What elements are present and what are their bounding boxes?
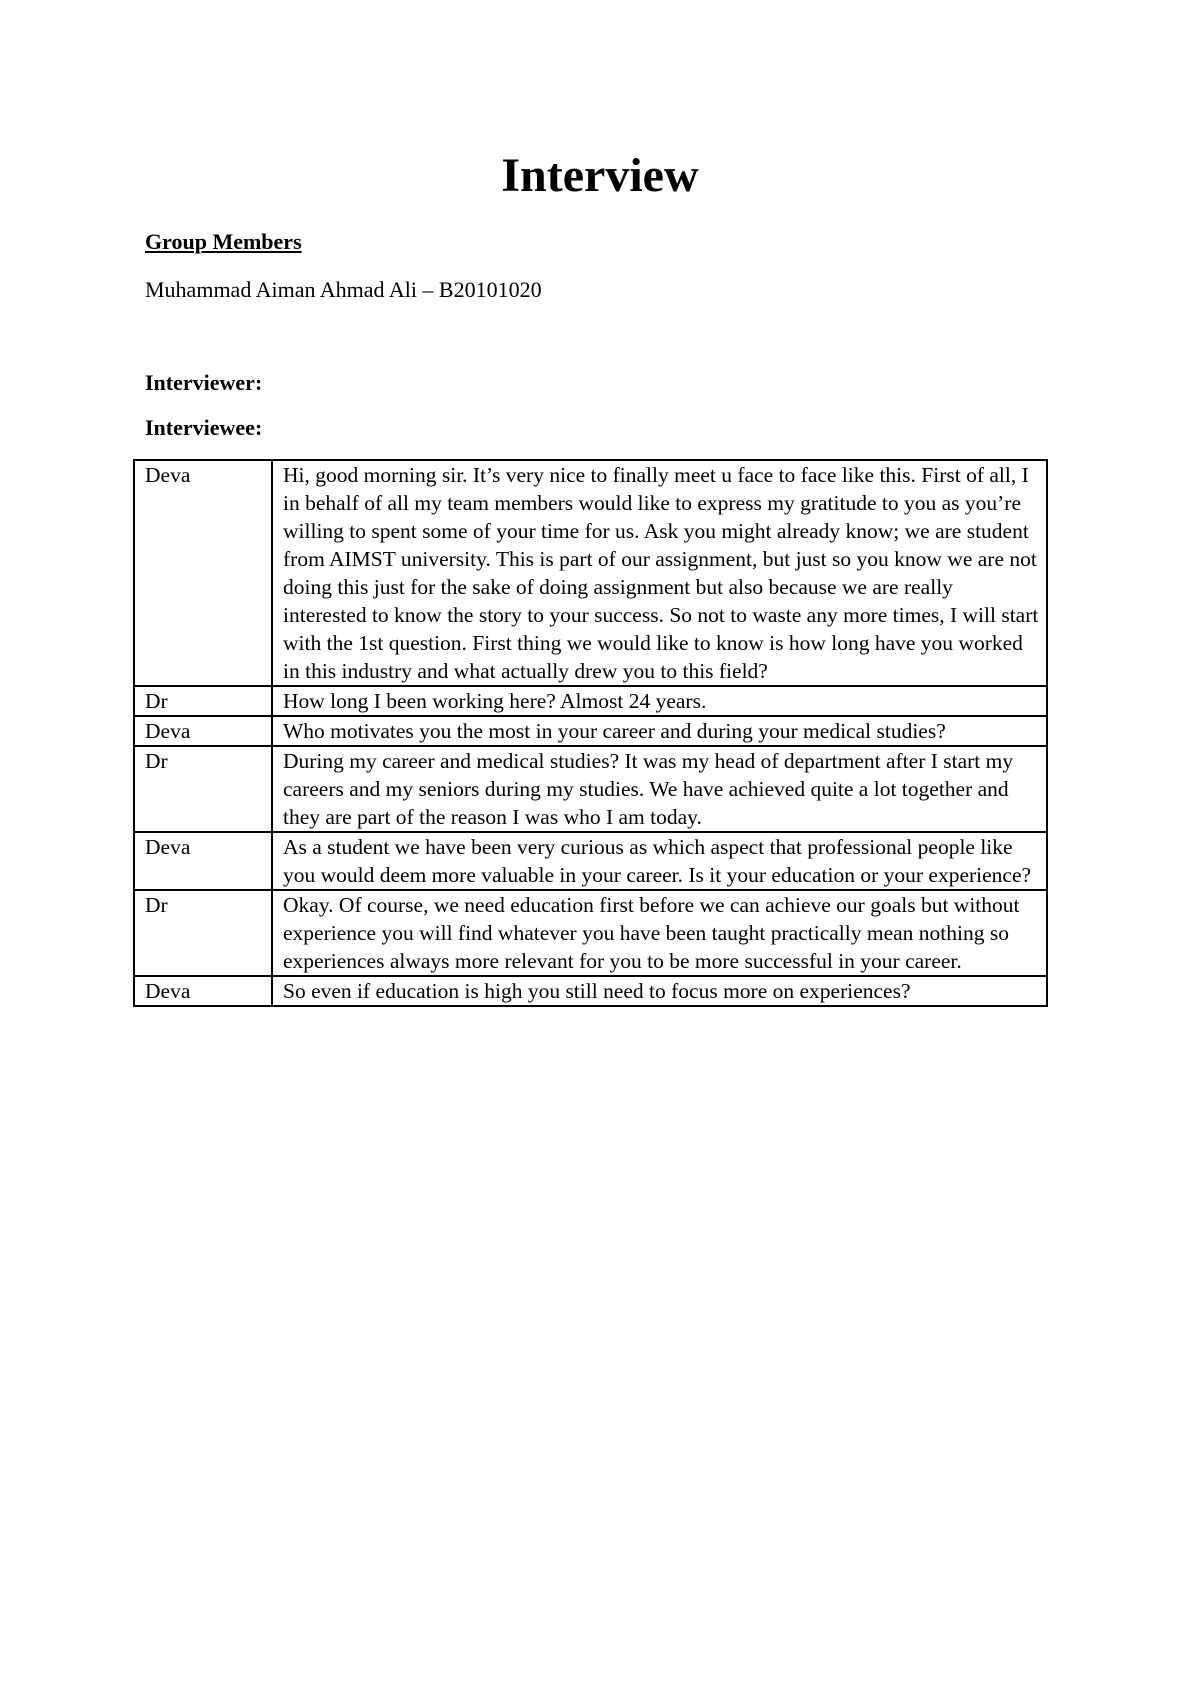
table-row [134,976,1047,1006]
dialogue-cell: During my career and medical studies? It was my head of department after I start my careers and my seniors during my studies. We have achieved quite a lot together and they are part of the reason I was who I am today. [272,746,1047,832]
speaker-cell: Deva [134,716,272,746]
group-members-heading: Group Members [145,229,302,254]
speaker-cell: Deva [134,832,272,890]
speaker-cell: Dr [134,890,272,976]
dialogue-cell: Okay. Of course, we need education first before we can achieve our goals but without experience you will find whatever you have been taught practically mean nothing so experiences always more relevant for you to be more successful in your career. [272,890,1047,976]
interviewer-label: Interviewer: [145,370,263,395]
dialogue-cell: So even if education is high you still need to focus more on experiences? [272,976,1047,1006]
table-row [134,686,1047,716]
document-title: Interview [501,149,699,202]
table-row [134,832,1047,890]
speaker-cell: Dr [134,746,272,832]
table-row [134,460,1047,686]
speaker-cell: Deva [134,460,272,686]
table-row [134,716,1047,746]
speaker-cell: Deva [134,976,272,1006]
interviewee-label: Interviewee: [145,415,263,440]
dialogue-cell: Hi, good morning sir. It’s very nice to finally meet u face to face like this. First of all, I in behalf of all my team members would like to express my gratitude to you as you’re willing to spent some of your time for us. Ask you might already know; we are student from AIMST university. This is part of our assignment, but just so you know we are not doing this just for the sake of doing assignment but also because we are really interested to know the story to your success. So not to waste any more times, I will start with the 1st question. First thing we would like to know is how long have you worked in this industry and what actually drew you to this field? [272,460,1047,686]
table-row [134,746,1047,832]
dialogue-cell: Who motivates you the most in your career and during your medical studies? [272,716,1047,746]
table-row [134,890,1047,976]
dialogue-cell: As a student we have been very curious as which aspect that professional people like you would deem more valuable in your career. Is it your education or your experience? [272,832,1047,890]
interview-transcript-table [133,459,1048,1007]
dialogue-cell: How long I been working here? Almost 24 years. [272,686,1047,716]
speaker-cell: Dr [134,686,272,716]
group-member: Muhammad Aiman Ahmad Ali – B20101020 [145,277,542,302]
